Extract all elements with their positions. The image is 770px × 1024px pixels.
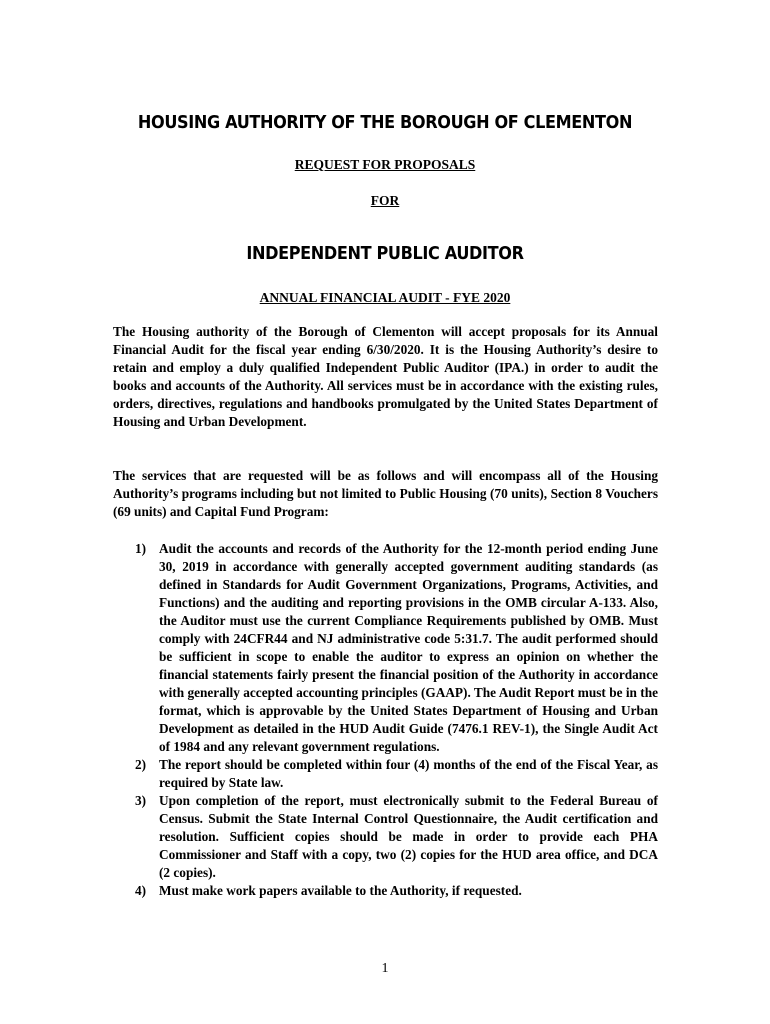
list-item-number: 4) xyxy=(135,883,147,898)
for-heading: FOR xyxy=(370,193,400,208)
intro-paragraph: The Housing authority of the Borough of Clementon will accept proposals for its Annual Financial Audit for the fiscal year ending 6/30/2020. It is the Housing Authority’s desire to retain and employ a duly qualified Independent Public Auditor (IPA.) in order to audit the books and accounts of the Authority. All services must be in accordance with the existing rules, orders, directives, regulations and handbooks promulgated by the United States Department of Housing and Urban Development. xyxy=(113,324,658,429)
list-item xyxy=(113,540,658,756)
list-item-text: Audit the accounts and records of the Authority for the 12-month period ending June 30, 2019 in accordance with generally accepted government auditing standards (as defined in Standards for Audit Government Organizations, Programs, Activities, and Functions) and the auditing and reporting provisions in the OMB circular A-133. Also, the Auditor must use the current Compliance Requirements published by OMB. Must comply with 24CFR44 and NJ administrative code 5:31.7. The audit performed should be sufficient in scope to enable the auditor to express an opinion on whether the financial statements fairly present the financial position of the Authority in accordance with generally accepted accounting principles (GAAP). The Audit Report must be in the format, which is approvable by the United States Department of Housing and Urban Development as detailed in the HUD Audit Guide (7476.1 REV-1), the Single Audit Act of 1984 and any relevant government regulations. xyxy=(159,541,658,754)
services-paragraph: The services that are requested will be as follows and will encompass all of the Housing Authority’s programs including but not limited to Public Housing (70 units), Section 8 Vouchers (69 units) and Capital Fund Program: xyxy=(113,468,658,519)
list-item xyxy=(113,756,658,792)
list-item-number: 3) xyxy=(135,793,147,808)
list-item-text: The report should be completed within four (4) months of the end of the Fiscal Year, as required by State law. xyxy=(159,757,658,790)
list-item-text: Must make work papers available to the Authority, if requested. xyxy=(159,883,522,898)
organization-title: HOUSING AUTHORITY OF THE BOROUGH OF CLEMENTON xyxy=(137,113,633,133)
audit-period-heading: ANNUAL FINANCIAL AUDIT - FYE 2020 xyxy=(259,290,511,305)
services-list xyxy=(113,540,658,900)
service-title: INDEPENDENT PUBLIC AUDITOR xyxy=(246,244,524,264)
list-item xyxy=(113,882,658,900)
page-number: 1 xyxy=(381,961,389,976)
list-item-number: 1) xyxy=(135,541,147,556)
list-item-number: 2) xyxy=(135,757,147,772)
request-for-proposals-heading: REQUEST FOR PROPOSALS xyxy=(294,157,476,172)
list-item xyxy=(113,792,658,882)
list-item-text: Upon completion of the report, must electronically submit to the Federal Bureau of Census. Submit the State Internal Control Questionnaire, the Audit certification and resolution. Sufficient copies should be made in order to provide each PHA Commissioner and Staff with a copy, two (2) copies for the HUD area office, and DCA (2 copies). xyxy=(159,793,658,880)
